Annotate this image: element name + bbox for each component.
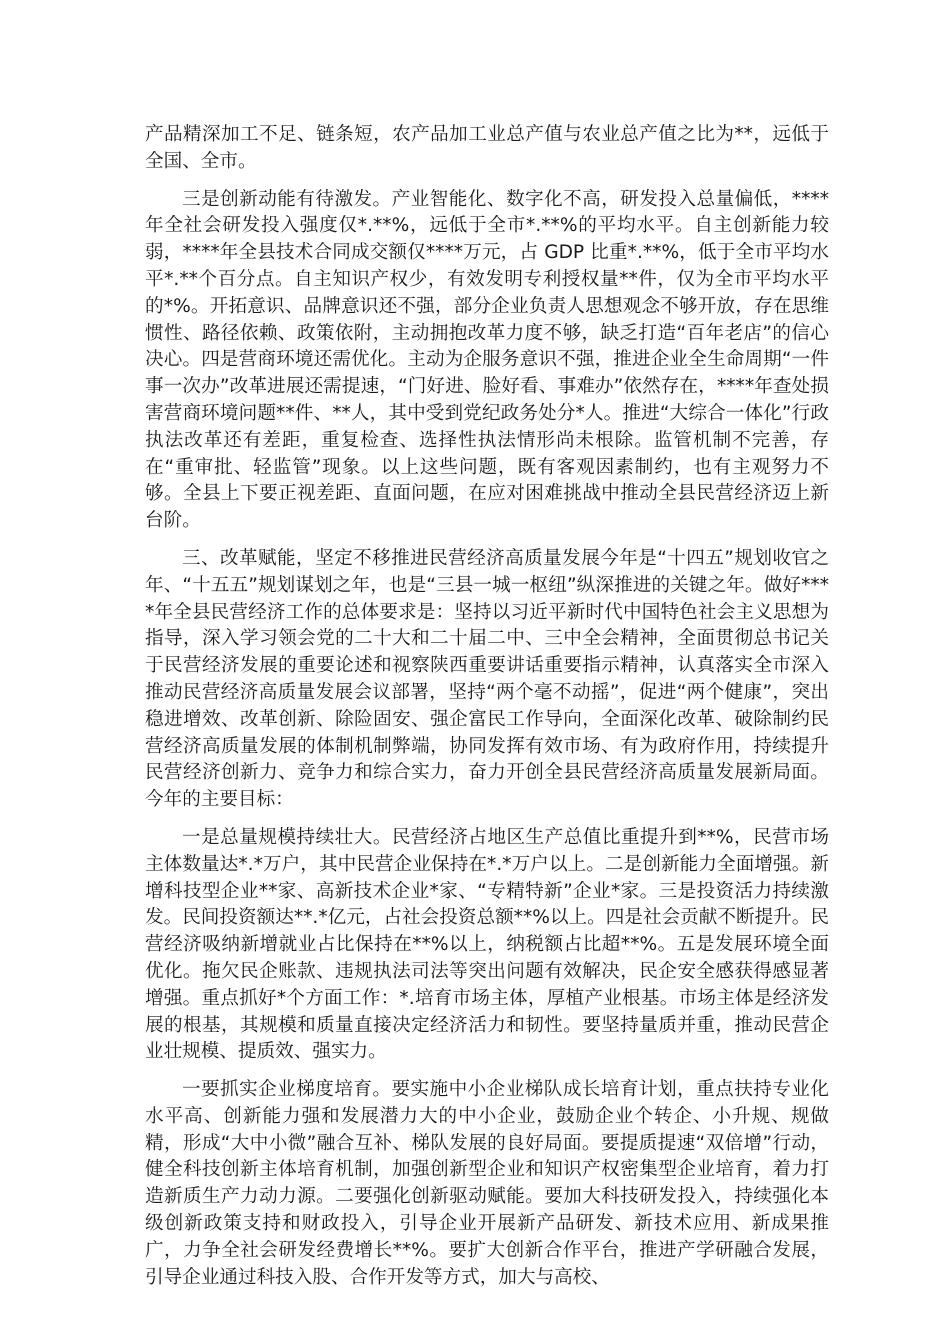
paragraph-3: 三、改革赋能，坚定不移推进民营经济高质量发展今年是“十四五”规划收官之年、“十五五”规划谋划之年，也是“三县一城一枢纽”纵深推进的关键之年。做好****年全县民营经济工作的总体要求是：坚持以习近平新时代中国特色社会主义思想为指导，深入学习领会党的二十大和二十届二中、三中全会精神，全面贯彻总书记关于民营经济发展的重要论述和视察陕西重要讲话重要指示精神，认真落实全市深入推动民营经济高质量发展会议部署，坚持“两个毫不动摇”，促进“两个健康”，突出稳进增效、改革创新、除险固安、强企富民工作导向，全面深化改革、破除制约民营经济高质量发展的体制机制弊端，协同发挥有效市场、有为政府作用，持续提升民营经济创新力、竞争力和综合实力，奋力开创全县民营经济高质量发展新局面。今年的主要目标： <box>145 547 829 811</box>
paragraph-2: 三是创新动能有待激发。产业智能化、数字化不高，研发投入总量偏低，****年全社会研发投入强度仅*.**%，远低于全市*.**%的平均水平。自主创新能力较弱，****年全县技术合同成交额仅****万元，占 GDP 比重*.**%，低于全市平均水平*.**个百分点。自主知识产权少，有效发明专利授权量**件，仅为全市平均水平的*%。开拓意识、品牌意识还不强，部分企业负责人思想观念不够开放，存在思维惯性、路径依赖、政策依附，主动拥抱改革力度不够，缺乏打造“百年老店”的信心决心。四是营商环境还需优化。主动为企服务意识不强，推进企业全生命周期“一件事一次办”改革进展还需提速，“门好进、脸好看、事难办”依然存在，****年查处损害营商环境问题**件、**人，其中受到党纪政务处分*人。推进“大综合一体化”行政执法改革还有差距，重复检查、选择性执法情形尚未根除。监管机制不完善，存在“重审批、轻监管”现象。以上这些问题，既有客观因素制约，也有主观努力不够。全县上下要正视差距、直面问题，在应对困难挑战中推动全县民营经济迈上新台阶。 <box>145 188 829 532</box>
paragraph-4: 一是总量规模持续壮大。民营经济占地区生产总值比重提升到**%，民营市场主体数量达*.*万户，其中民营企业保持在*.*万户以上。二是创新能力全面增强。新增科技型企业**家、高新技术企业*家、“专精特新”企业*家。三是投资活力持续激发。民间投资额达**.*亿元，占社会投资总额**%以上。四是社会贡献不断提升。民营经济吸纳新增就业占比保持在**%以上，纳税额占比超**%。五是发展环境全面优化。拖欠民企账款、违规执法司法等突出问题有效解决，民企安全感获得感显著增强。重点抓好*个方面工作：*.培育市场主体，厚植产业根基。市场主体是经济发展的根基，其规模和质量直接决定经济活力和韧性。要坚持量质并重，推动民营企业壮规模、提质效、强实力。 <box>145 826 829 1063</box>
paragraph-1: 产品精深加工不足、链条短，农产品加工业总产值与农业总产值之比为**，远低于全国、全市。 <box>145 124 829 172</box>
document-page <box>145 122 829 1302</box>
paragraph-5: 一要抓实企业梯度培育。要实施中小企业梯队成长培育计划，重点扶持专业化水平高、创新能力强和发展潜力大的中小企业，鼓励企业个转企、小升规、规做精，形成“大中小微”融合互补、梯队发展的良好局面。要提质提速“双倍增”行动，健全科技创新主体培育机制，加强创新型企业和知识产权密集型企业培育，着力打造新质生产力动力源。二要强化创新驱动赋能。要加大科技研发投入，持续强化本级创新政策支持和财政投入，引导企业开展新产品研发、新技术应用、新成果推广，力争全社会研发经费增长**%。要扩大创新合作平台，推进产学研融合发展，引导企业通过科技入股、合作开发等方式，加大与高校、 <box>145 1079 829 1288</box>
